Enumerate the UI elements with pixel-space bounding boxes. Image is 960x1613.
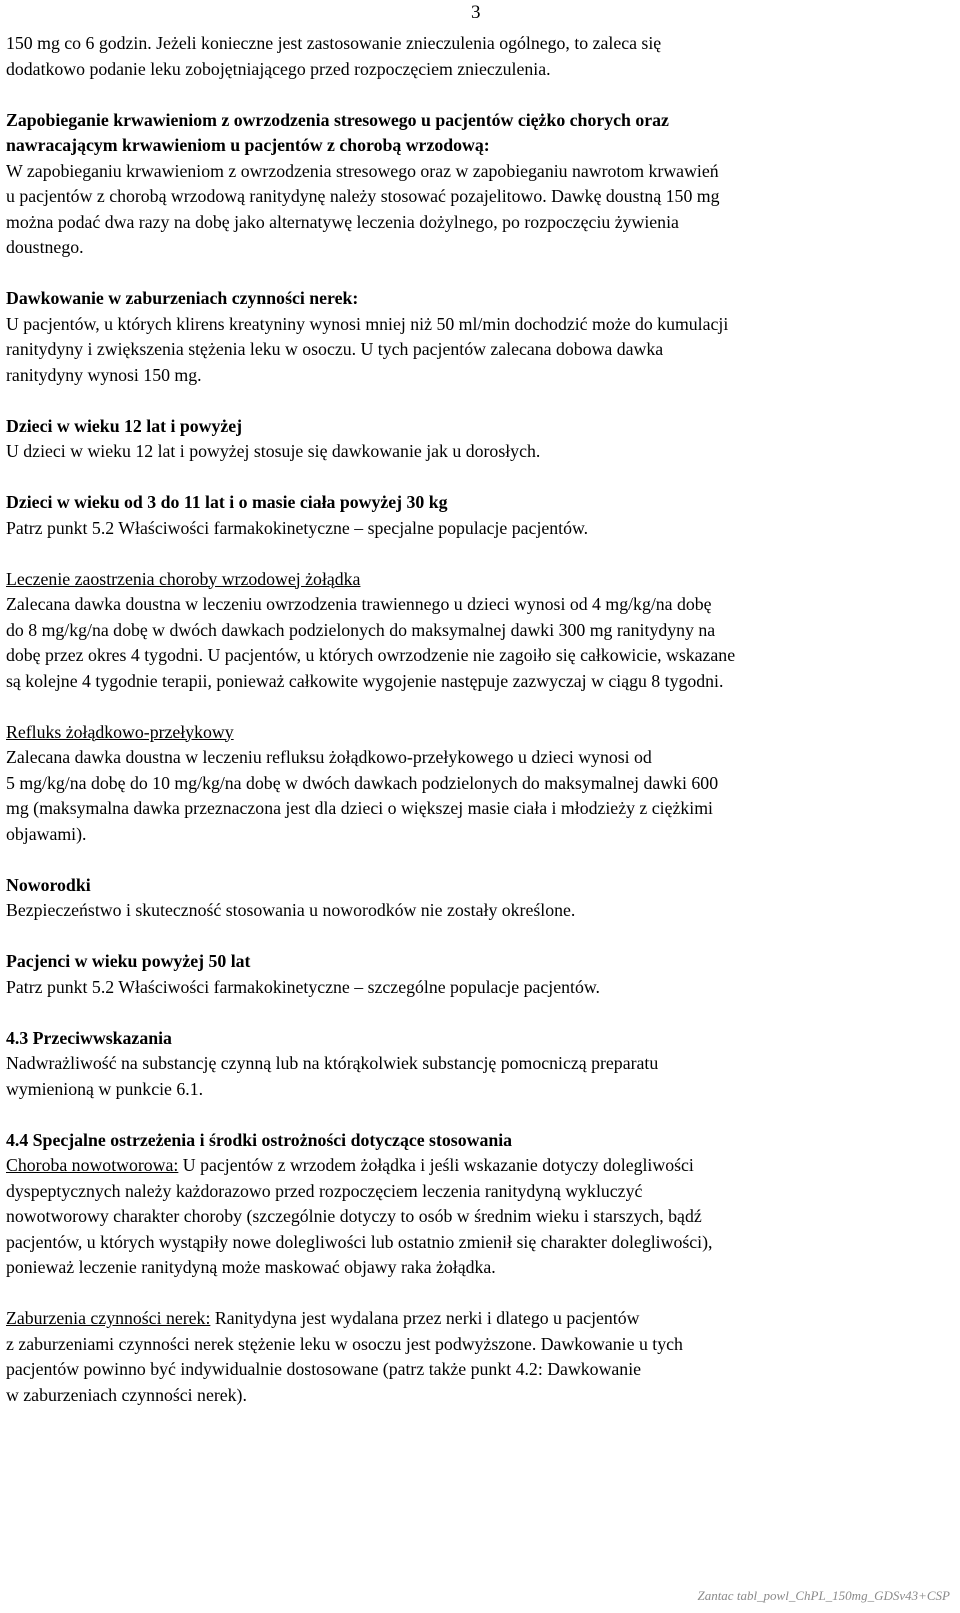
text-line: dobę przez okres 4 tygodni. U pacjentów, u których owrzodzenie nie zagoiło się całkowicie, wskazane xyxy=(6,645,736,665)
text-line: ranitydyny i zwiększenia stężenia leku w osoczu. U tych pacjentów zalecana dobowa dawka xyxy=(6,339,664,359)
text-line: do 8 mg/kg/na dobę w dwóch dawkach podzielonych do maksymalnej dawki 300 mg ranitydyny na xyxy=(6,619,716,640)
text-line: 150 mg co 6 godzin. Jeżeli konieczne jest zastosowanie znieczulenia ogólnego, to zaleca się xyxy=(6,33,662,53)
text-line: dodatkowo podanie leku zobojętniającego przed rozpoczęciem znieczulenia. xyxy=(6,58,551,79)
text-line: Nadwrażliwość na substancję czynną lub na którąkolwiek substancję pomocniczą preparatu xyxy=(6,1053,659,1073)
text-line: W zapobieganiu krwawieniom z owrzodzenia stresowego oraz w zapobieganiu nawrotom krwawień xyxy=(6,160,719,181)
text-line: pacjentów, u których wystąpiły nowe dolegliwości lub ostatnio zmienił się charakter dolegliwości), xyxy=(6,1231,713,1252)
text-line: dyspeptycznych należy każdorazowo przed rozpoczęciem leczenia ranitydyną wykluczyć xyxy=(6,1180,643,1201)
document-footer: Zantac tabl_powl_ChPL_150mg_GDSv43+CSP xyxy=(697,1588,950,1603)
text-line: U pacjentów, u których klirens kreatyniny wynosi mniej niż 50 ml/min dochodzić może do kumulacji xyxy=(6,313,729,334)
section-subheading: Refluks żołądkowo-przełykowy xyxy=(6,721,234,742)
paragraph xyxy=(6,1306,952,1408)
section-heading: 4.3 Przeciwwskazania xyxy=(6,1027,172,1048)
text-line: ponieważ leczenie ranitydyną może maskować objawy raka żołądka. xyxy=(6,1257,496,1277)
text-line: ranitydyny wynosi 150 mg. xyxy=(6,364,202,385)
text-line: u pacjentów z chorobą wrzodową ranitydynę należy stosować pozajelitowo. Dawkę doustną 150 mg xyxy=(6,186,720,206)
paragraph xyxy=(6,1026,952,1103)
section-heading: Dawkowanie w zaburzeniach czynności nerek: xyxy=(6,288,359,308)
text-line: mg (maksymalna dawka przeznaczona jest dla dzieci o większej masie ciała i młodzieży z ciężkimi xyxy=(6,798,713,818)
paragraph xyxy=(6,720,952,848)
section-heading: Pacjenci w wieku powyżej 50 lat xyxy=(6,951,251,971)
section-heading: nawracającym krwawieniom u pacjentów z chorobą wrzodową: xyxy=(6,135,490,155)
paragraph xyxy=(6,1128,952,1281)
paragraph xyxy=(6,31,952,82)
text-line: są kolejne 4 tygodnie terapii, ponieważ całkowite wygojenie następuje zazwyczaj w ciągu 8 tygodni. xyxy=(6,670,724,691)
paragraph xyxy=(6,949,952,1000)
section-subheading: Leczenie zaostrzenia choroby wrzodowej żołądka xyxy=(6,568,361,589)
inline-heading: Choroba nowotworowa: xyxy=(6,1155,179,1175)
text-line: w zaburzeniach czynności nerek). xyxy=(6,1384,247,1405)
text-line: wymienioną w punkcie 6.1. xyxy=(6,1078,204,1099)
text-line: można podać dwa razy na dobę jako alternatywę leczenia dożylnego, po rozpoczęciu żywienia xyxy=(6,211,679,232)
paragraph xyxy=(6,286,952,388)
section-heading: 4.4 Specjalne ostrzeżenia i środki ostrożności dotyczące stosowania xyxy=(6,1129,513,1150)
text-line: Zalecana dawka doustna w leczeniu refluksu żołądkowo-przełykowego u dzieci wynosi od xyxy=(6,747,652,767)
text-line: doustnego. xyxy=(6,237,84,257)
text-line: nowotworowy charakter choroby (szczególnie dotyczy to osób w średnim wieku i starszych, bądź xyxy=(6,1206,702,1226)
document-body xyxy=(6,31,952,1408)
text-line: objawami). xyxy=(6,823,87,844)
page-number: 3 xyxy=(471,2,481,23)
text-line: 5 mg/kg/na dobę do 10 mg/kg/na dobę w dwóch dawkach podzielonych do maksymalnej dawki 600 xyxy=(6,772,719,793)
text-line: U pacjentów z wrzodem żołądka i jeśli wskazanie dotyczy dolegliwości xyxy=(178,1155,694,1175)
text-line: U dzieci w wieku 12 lat i powyżej stosuje się dawkowanie jak u dorosłych. xyxy=(6,441,541,461)
paragraph xyxy=(6,567,952,695)
section-heading: Dzieci w wieku od 3 do 11 lat i o masie ciała powyżej 30 kg xyxy=(6,492,448,512)
text-line: pacjentów powinno być indywidualnie dostosowane (patrz także punkt 4.2: Dawkowanie xyxy=(6,1359,642,1379)
text-line: Patrz punkt 5.2 Właściwości farmakokinetyczne – szczególne populacje pacjentów. xyxy=(6,976,600,997)
section-heading: Dzieci w wieku 12 lat i powyżej xyxy=(6,415,243,436)
text-line: Patrz punkt 5.2 Właściwości farmakokinetyczne – specjalne populacje pacjentów. xyxy=(6,517,589,538)
paragraph xyxy=(6,108,952,261)
section-heading: Zapobieganie krwawieniom z owrzodzenia stresowego u pacjentów ciężko chorych oraz xyxy=(6,109,669,130)
section-heading: Noworodki xyxy=(6,874,91,895)
text-line: Ranitydyna jest wydalana przez nerki i dlatego u pacjentów xyxy=(210,1308,640,1328)
paragraph xyxy=(6,490,952,541)
paragraph xyxy=(6,873,952,924)
inline-heading: Zaburzenia czynności nerek: xyxy=(6,1308,211,1328)
paragraph xyxy=(6,414,952,465)
text-line: Zalecana dawka doustna w leczeniu owrzodzenia trawiennego u dzieci wynosi od 4 mg/kg/na dobę xyxy=(6,594,712,614)
text-line: Bezpieczeństwo i skuteczność stosowania u noworodków nie zostały określone. xyxy=(6,900,576,920)
text-line: z zaburzeniami czynności nerek stężenie leku w osoczu jest podwyższone. Dawkowanie u tych xyxy=(6,1333,683,1354)
